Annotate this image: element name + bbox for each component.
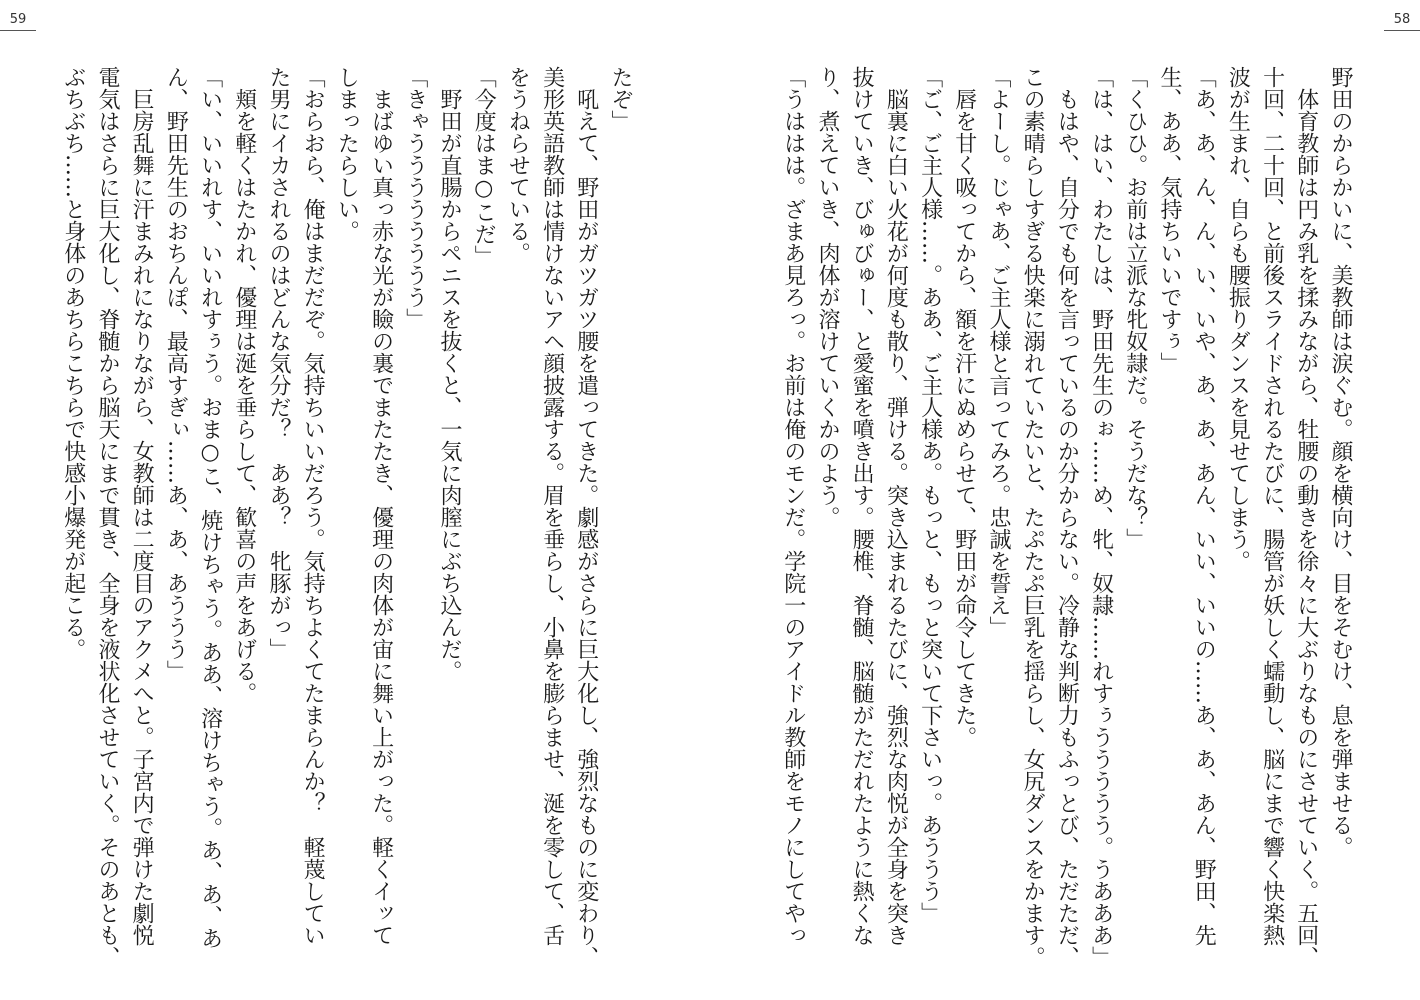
text-line: もはや、自分でも何を言っているのか分からない。冷静な判断力もふっとび、ただただ、 (1054, 66, 1080, 968)
text-line: 「今度はま○こだ」 (471, 66, 497, 267)
page-number-left: 59 (0, 12, 36, 31)
text-line: 唇を甘く吸ってから、額を汗にぬめらせて、野田が命令してきた。 (951, 66, 977, 748)
page-number-right: 58 (1384, 12, 1420, 31)
text-line: 「うははは。ざまあ見ろっ。お前は俺のモンだ。学院一のアイドル教師をモノにしてやっ (780, 66, 806, 946)
text-line: まばゆい真っ赤な光が瞼の裏でまたたき、優理の肉体が宙に舞い上がった。軽くイッて (368, 66, 394, 946)
text-line: 吼えて、野田がガツガツ腰を遣ってきた。劇感がさらに巨大化し、強烈なものに変わり、 (573, 66, 599, 968)
text-line: 巨房乱舞に汗まみれになりながら、女教師は二度目のアクメへと。子宮内で弾けた劇悦 (129, 66, 155, 946)
text-line: 「は、はい、わたしは、野田先生のぉ……め、牝、奴隷……れすぅううううう。うあああ」 (1088, 66, 1114, 968)
text-line: 「ご、ご主人様……。ああ、ご主人様あ。もっと、もっと突いて下さいっ。あううう」 (917, 66, 943, 924)
text-line: 十回、二十回、と前後スライドされるたびに、腸管が妖しく蠕動し、脳にまで響く快楽熱 (1259, 66, 1285, 946)
text-line: 抜けていき、びゅびゅー、と愛蜜を噴き出す。腰椎、脊髄、脳髄がただれたように熱くな (849, 66, 875, 946)
text-line: ぶちぶち……と身体のあちらこちらで快感小爆発が起こる。 (60, 66, 86, 660)
text-line: 頬を軽くはたかれ、優理は涎を垂らして、歓喜の声をあげる。 (231, 66, 257, 704)
text-line: 「あ、あ、ん、ん、い、いや、あ、あ、あん、いい、いいの……あ、あ、あん、野田、先 (1191, 66, 1217, 946)
text-line: 野田のからかいに、美教師は涙ぐむ。顔を横向け、目をそむけ、息を弾ませる。 (1328, 66, 1353, 858)
text-line: 電気はさらに巨大化し、脊髄から脳天にまで貫き、全身を液状化させていく。そのあとも、 (94, 66, 120, 968)
text-line: り、煮えていき、肉体が溶けていくかのよう。 (814, 66, 840, 528)
text-line: 脳裏に白い火花が何度も散り、弾ける。突き込まれるたびに、強烈な肉悦が全身を突き (883, 66, 909, 946)
text-line: 「きゃうううううううう」 (402, 66, 428, 330)
text-line: ん、野田先生のおちんぽ、最高すぎぃ……あ、あ、あううう」 (163, 66, 189, 682)
text-line: 体育教師は円み乳を揉みながら、牡腰の動きを徐々に大ぶりなものにさせていく。五回、 (1293, 66, 1319, 968)
text-line: 「よーし。じゃあ、ご主人様と言ってみろ。忠誠を誓え」 (985, 66, 1011, 638)
text-line: 野田が直腸からペニスを抜くと、一気に肉膣にぶち込んだ。 (436, 66, 462, 682)
text-line: をうねらせている。 (505, 66, 531, 264)
text-line: この素晴らしすぎる快楽に溺れていたいと、たぷたぷ巨乳を揺らし、女尻ダンスをかます。 (1020, 66, 1046, 968)
text-line: 「くひひ。お前は立派な牝奴隷だ。そうだな？」 (1122, 66, 1148, 550)
text-line: 波が生まれ、自らも腰振りダンスを見せてしまう。 (1225, 66, 1251, 572)
page-left-text (56, 66, 637, 968)
text-line: たぞ」 (608, 66, 633, 132)
text-line: しまったらしい。 (334, 66, 360, 242)
text-line: 「い、いいれす、いいれすぅう。おま○こ、焼けちゃう。ああ、溶けちゃう。あ、あ、あ (197, 66, 223, 949)
text-line: 「おらおら、俺はまだだぞ。気持ちいいだろう。気持ちよくてたまらんか？ 軽蔑してい (300, 66, 326, 946)
text-line: 生、ああ、気持ちいいですぅ」 (1156, 66, 1182, 374)
page-right-text (776, 66, 1357, 968)
text-line: た男にイカされるのはどんな気分だ？ ああ？ 牝豚がっ」 (265, 66, 291, 660)
text-line: 美形英語教師は情けないアヘ顔披露する。眉を垂らし、小鼻を膨らませ、涎を零して、舌 (539, 66, 565, 946)
